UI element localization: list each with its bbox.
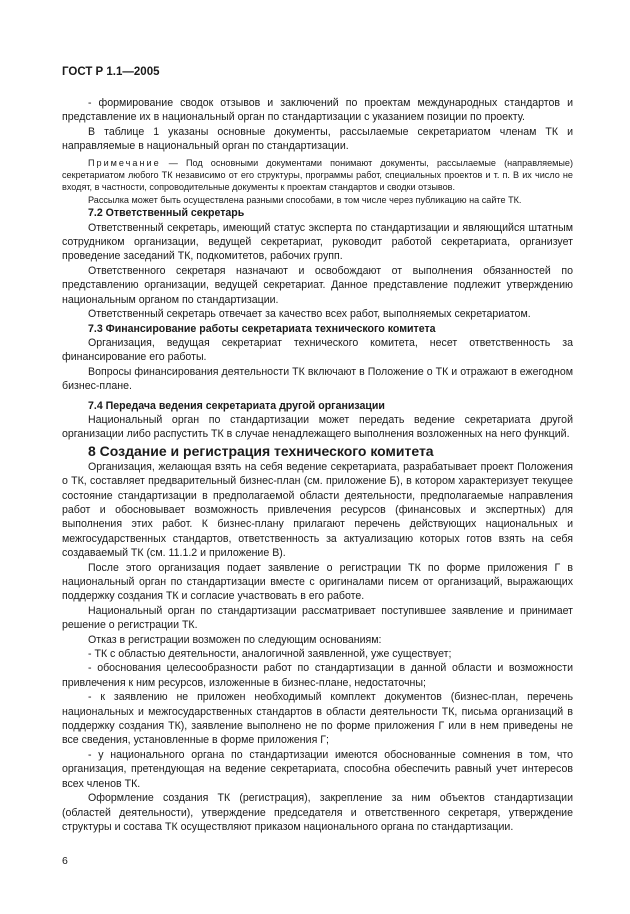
paragraph: Организация, желающая взять на себя ведение секретариата, разрабатывает проект Положения о ТК, составляет предварительный бизнес-план (см. приложение Б), в котором характеризует текущее состояние стандартизации в предполагаемой области деятельности, предполагаемые направления работ и обосновывает возможность привлечения ресурсов (финансовых и экспертных) для выполнения этих работ. К бизнес-плану прилагают перечень действующих национальных и межгосударственных стандартов, ответственность за актуализацию которых готов взять на себя создаваемый ТК (см. 11.1.2 и приложение В). xyxy=(62,460,573,560)
paragraph: Организация, ведущая секретариат технического комитета, несет ответственность за финансирование его работы. xyxy=(62,336,573,364)
page-content xyxy=(62,96,573,834)
note-extra: Рассылка может быть осуществлена разными способами, в том числе через публикацию на сайте ТК. xyxy=(88,194,522,205)
list-item: - у национального органа по стандартизации имеются обоснованные сомнения в том, что организация, претендующая на ведение секретариата, способна обеспечить равный учет интересов всех членов ТК. xyxy=(62,748,573,790)
page-number: 6 xyxy=(62,855,68,867)
paragraph: Вопросы финансирования деятельности ТК включают в Положение о ТК и отражают в ежегодном бизнес-плане. xyxy=(62,365,573,393)
paragraph: После этого организация подает заявление о регистрации ТК по форме приложения Г в национальный орган по стандартизации вместе с оригиналами писем от организаций, выражающих поддержку создания ТК и согласие участвовать в его работе. xyxy=(62,561,573,603)
note-text: — Под основными документами понимают документы, рассылаемые (направляемые) секретариатом любого ТК независимо от его структуры, программы работ, специальных проектов и т. п. В их число не входят, в частности, сопроводительные документы к проектам стандартов и сводки отзывов. xyxy=(62,157,573,193)
section-heading-7-2: 7.2 Ответственный секретарь xyxy=(88,207,245,220)
paragraph: Национальный орган по стандартизации может передать ведение секретариата другой организации либо распустить ТК в случае ненадлежащего выполнения возложенных на него функций. xyxy=(62,413,573,441)
paragraph: В таблице 1 указаны основные документы, рассылаемые секретариатом членам ТК и направляемые в национальный орган по стандартизации. xyxy=(62,125,573,153)
paragraph: Национальный орган по стандартизации рассматривает поступившее заявление и принимает решение о регистрации ТК. xyxy=(62,604,573,632)
section-heading-7-4: 7.4 Передача ведения секретариата другой организации xyxy=(88,399,385,412)
paragraph: Оформление создания ТК (регистрация), закрепление за ним объектов стандартизации (областей деятельности), утверждение председателя и ответственного секретаря, утверждение структуры и состава ТК осуществляют приказом национального органа по стандартизации. xyxy=(62,792,573,833)
paragraph: Ответственного секретаря назначают и освобождают от выполнения обязанностей по представлению организации, ведущей секретариат. Данное представление подлежит утверждению национальным органом по стандартизации. xyxy=(62,264,573,306)
list-item: - к заявлению не приложен необходимый комплект документов (бизнес-план, перечень национальных и межгосударственных стандартов в области деятельности ТК, письма организаций в поддержку создания ТК), заявление выполнено не по форме приложения Г или в нем приведены не все сведения, установленные в форме приложения Г; xyxy=(62,691,573,747)
section-heading-7-3: 7.3 Финансирование работы секретариата технического комитета xyxy=(88,322,436,335)
document-code-header: ГОСТ Р 1.1—2005 xyxy=(62,66,160,78)
paragraph: Ответственный секретарь, имеющий статус эксперта по стандартизации и являющийся штатным сотрудником организации, ведущей секретариат, руководит работой секретариата, организует проведение заседаний ТК, подкомитетов, рабочих групп. xyxy=(62,221,573,263)
section-heading-8: 8 Создание и регистрация технического комитета xyxy=(88,442,434,459)
paragraph: Ответственный секретарь отвечает за качество всех работ, выполняемых секретариатом. xyxy=(88,308,531,321)
list-item: - обоснования целесообразности работ по стандартизации в данной области и возможности привлечения к ним ресурсов, изложенные в бизнес-плане, недостаточны; xyxy=(62,662,573,689)
list-item: - ТК с областью деятельности, аналогичной заявленной, уже существует; xyxy=(88,648,452,661)
paragraph: Отказ в регистрации возможен по следующим основаниям: xyxy=(88,633,382,646)
paragraph: - формирование сводок отзывов и заключений по проектам международных стандартов и представление их в национальный орган по стандартизации с указанием позиции по проекту. xyxy=(62,97,573,124)
note-paragraph xyxy=(62,157,573,194)
note-label: Примечание xyxy=(88,157,161,168)
